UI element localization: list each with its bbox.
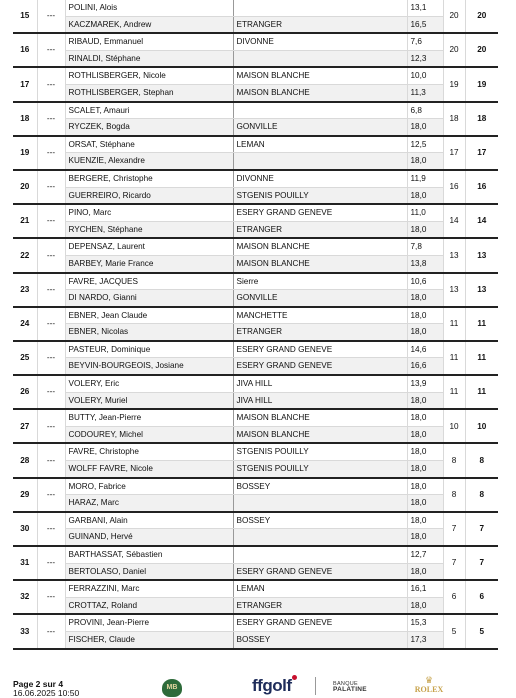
player-name: WOLFF FAVRE, Nicole — [65, 461, 233, 478]
handicap-value: 12,5 — [407, 136, 443, 153]
crown-icon: ♛ — [424, 675, 434, 685]
dash-cell: --- — [37, 0, 65, 33]
logo-divider — [315, 677, 316, 695]
team-row-first — [13, 580, 498, 597]
dash-cell: --- — [37, 375, 65, 409]
dash-cell: --- — [37, 409, 65, 443]
handicap-value: 18,0 — [407, 307, 443, 324]
handicap-value: 7,8 — [407, 238, 443, 255]
player-name: POLINI, Alois — [65, 0, 233, 16]
team-row-first — [13, 170, 498, 187]
total-points-cell: 20 — [465, 33, 498, 67]
points-cell: 8 — [443, 478, 465, 512]
player-name: VOLERY, Eric — [65, 375, 233, 392]
player-name: FAVRE, Christophe — [65, 443, 233, 460]
banque-palatine-logo — [333, 681, 367, 693]
club-name: GONVILLE — [233, 290, 407, 307]
player-name: BARBEY, Marie France — [65, 255, 233, 272]
player-name: CROTTAZ, Roland — [65, 597, 233, 614]
handicap-value: 18,0 — [407, 153, 443, 170]
handicap-value: 13,9 — [407, 375, 443, 392]
player-name: FAVRE, JACQUES — [65, 273, 233, 290]
club-name: MAISON BLANCHE — [233, 84, 407, 101]
points-cell: 20 — [443, 0, 465, 33]
club-name: ETRANGER — [233, 16, 407, 33]
club-name: MAISON BLANCHE — [233, 255, 407, 272]
rank-cell: 23 — [13, 273, 37, 307]
player-name: SCALET, Amauri — [65, 102, 233, 119]
handicap-value: 10,0 — [407, 67, 443, 84]
dash-cell: --- — [37, 580, 65, 614]
player-name: BUTTY, Jean-Pierre — [65, 409, 233, 426]
points-cell: 8 — [443, 443, 465, 477]
club-name: GONVILLE — [233, 119, 407, 136]
handicap-value: 12,3 — [407, 50, 443, 67]
team-row-first — [13, 512, 498, 529]
points-cell: 7 — [443, 512, 465, 546]
club-name — [233, 529, 407, 546]
team-row-first — [13, 614, 498, 631]
total-points-cell: 11 — [465, 341, 498, 375]
team-row-second — [13, 221, 498, 238]
ffgolf-dot-icon — [292, 675, 297, 680]
rank-cell: 20 — [13, 170, 37, 204]
club-name — [233, 153, 407, 170]
page-footer — [0, 672, 516, 698]
club-name: BOSSEY — [233, 512, 407, 529]
club-name: MANCHETTE — [233, 307, 407, 324]
player-name: KACZMAREK, Andrew — [65, 16, 233, 33]
rank-cell: 19 — [13, 136, 37, 170]
player-name: PROVINI, Jean-Pierre — [65, 614, 233, 631]
handicap-value: 12,7 — [407, 546, 443, 563]
handicap-value: 10,6 — [407, 273, 443, 290]
team-row-first — [13, 204, 498, 221]
points-cell: 11 — [443, 307, 465, 341]
dash-cell: --- — [37, 546, 65, 580]
player-name: FISCHER, Claude — [65, 631, 233, 648]
points-cell: 18 — [443, 102, 465, 136]
handicap-value: 13,8 — [407, 255, 443, 272]
points-cell: 5 — [443, 614, 465, 648]
handicap-value: 18,0 — [407, 119, 443, 136]
club-name: ESERY GRAND GENEVE — [233, 563, 407, 580]
points-cell: 14 — [443, 204, 465, 238]
print-datetime: 16.06.2025 10:50 — [13, 688, 80, 698]
rank-cell: 18 — [13, 102, 37, 136]
dash-cell: --- — [37, 443, 65, 477]
handicap-value: 17,3 — [407, 631, 443, 648]
team-row-first — [13, 0, 498, 16]
club-name: ESERY GRAND GENEVE — [233, 204, 407, 221]
total-points-cell: 20 — [465, 0, 498, 33]
player-name: BEYVIN-BOURGEOIS, Josiane — [65, 358, 233, 375]
ffgolf-logo-text: ffgolf — [252, 676, 292, 695]
team-row-second — [13, 119, 498, 136]
team-row-first — [13, 273, 498, 290]
handicap-value: 11,0 — [407, 204, 443, 221]
club-name: STGENIS POUILLY — [233, 443, 407, 460]
handicap-value: 16,5 — [407, 16, 443, 33]
dash-cell: --- — [37, 512, 65, 546]
club-name — [233, 50, 407, 67]
page-number: Page 2 sur 4 — [13, 679, 64, 689]
club-name: DIVONNE — [233, 33, 407, 50]
results-body — [13, 0, 498, 649]
points-cell: 11 — [443, 341, 465, 375]
total-points-cell: 13 — [465, 238, 498, 272]
player-name: RYCHEN, Stéphane — [65, 221, 233, 238]
total-points-cell: 11 — [465, 375, 498, 409]
team-row-first — [13, 478, 498, 495]
team-row-second — [13, 153, 498, 170]
player-name: RIBAUD, Emmanuel — [65, 33, 233, 50]
handicap-value: 15,3 — [407, 614, 443, 631]
club-name — [233, 102, 407, 119]
handicap-value: 18,0 — [407, 426, 443, 443]
club-name: ESERY GRAND GENEVE — [233, 358, 407, 375]
total-points-cell: 16 — [465, 170, 498, 204]
team-row-second — [13, 529, 498, 546]
rank-cell: 22 — [13, 238, 37, 272]
club-name — [233, 546, 407, 563]
handicap-value: 18,0 — [407, 221, 443, 238]
player-name: EBNER, Nicolas — [65, 324, 233, 341]
player-name: ORSAT, Stéphane — [65, 136, 233, 153]
club-name: JIVA HILL — [233, 392, 407, 409]
team-row-second — [13, 392, 498, 409]
rank-cell: 17 — [13, 67, 37, 101]
rank-cell: 28 — [13, 443, 37, 477]
team-row-first — [13, 375, 498, 392]
club-name: LEMAN — [233, 136, 407, 153]
total-points-cell: 8 — [465, 478, 498, 512]
maison-blanche-logo: MB — [162, 679, 182, 697]
rolex-logo — [414, 676, 444, 695]
club-name: STGENIS POUILLY — [233, 461, 407, 478]
team-row-second — [13, 358, 498, 375]
team-row-second — [13, 461, 498, 478]
rank-cell: 32 — [13, 580, 37, 614]
player-name: GUINAND, Hervé — [65, 529, 233, 546]
player-name: GUERREIRO, Ricardo — [65, 187, 233, 204]
dash-cell: --- — [37, 136, 65, 170]
banque-logo-line1: BANQUE — [333, 681, 359, 687]
club-name: BOSSEY — [233, 631, 407, 648]
ffgolf-logo — [252, 676, 291, 696]
player-name: FERRAZZINI, Marc — [65, 580, 233, 597]
club-name: ETRANGER — [233, 324, 407, 341]
page-info — [13, 680, 79, 698]
points-cell: 16 — [443, 170, 465, 204]
club-name: MAISON BLANCHE — [233, 67, 407, 84]
team-row-first — [13, 136, 498, 153]
handicap-value: 7,6 — [407, 33, 443, 50]
handicap-value: 11,3 — [407, 84, 443, 101]
team-row-second — [13, 84, 498, 101]
handicap-value: 18,0 — [407, 409, 443, 426]
rank-cell: 15 — [13, 0, 37, 33]
handicap-value: 14,6 — [407, 341, 443, 358]
handicap-value: 18,0 — [407, 443, 443, 460]
dash-cell: --- — [37, 102, 65, 136]
club-name: MAISON BLANCHE — [233, 426, 407, 443]
points-cell: 13 — [443, 273, 465, 307]
rank-cell: 26 — [13, 375, 37, 409]
team-row-second — [13, 187, 498, 204]
player-name: PASTEUR, Dominique — [65, 341, 233, 358]
handicap-value: 18,0 — [407, 478, 443, 495]
club-name: JIVA HILL — [233, 375, 407, 392]
club-name: ETRANGER — [233, 221, 407, 238]
banque-logo-line2: PALATINE — [333, 686, 367, 693]
team-row-first — [13, 33, 498, 50]
handicap-value: 16,6 — [407, 358, 443, 375]
player-name: BARTHASSAT, Sébastien — [65, 546, 233, 563]
team-row-first — [13, 307, 498, 324]
player-name: DI NARDO, Gianni — [65, 290, 233, 307]
team-row-second — [13, 324, 498, 341]
team-row-second — [13, 426, 498, 443]
points-cell: 6 — [443, 580, 465, 614]
team-row-first — [13, 546, 498, 563]
handicap-value: 13,1 — [407, 0, 443, 16]
points-cell: 7 — [443, 546, 465, 580]
handicap-value: 18,0 — [407, 290, 443, 307]
handicap-value: 18,0 — [407, 324, 443, 341]
club-name — [233, 0, 407, 16]
player-name: ROTHLISBERGER, Nicole — [65, 67, 233, 84]
total-points-cell: 13 — [465, 273, 498, 307]
handicap-value: 18,0 — [407, 512, 443, 529]
team-row-second — [13, 290, 498, 307]
club-name: MAISON BLANCHE — [233, 238, 407, 255]
team-row-first — [13, 409, 498, 426]
total-points-cell: 7 — [465, 546, 498, 580]
player-name: GARBANI, Alain — [65, 512, 233, 529]
dash-cell: --- — [37, 614, 65, 648]
club-name: ETRANGER — [233, 597, 407, 614]
club-name: Sierre — [233, 273, 407, 290]
total-points-cell: 17 — [465, 136, 498, 170]
team-row-second — [13, 16, 498, 33]
rolex-logo-text: ROLEX — [414, 685, 444, 694]
rank-cell: 31 — [13, 546, 37, 580]
total-points-cell: 5 — [465, 614, 498, 648]
rank-cell: 25 — [13, 341, 37, 375]
player-name: RINALDI, Stéphane — [65, 50, 233, 67]
team-row-second — [13, 631, 498, 648]
rank-cell: 27 — [13, 409, 37, 443]
club-name: DIVONNE — [233, 170, 407, 187]
team-row-first — [13, 443, 498, 460]
player-name: RYCZEK, Bogda — [65, 119, 233, 136]
rank-cell: 16 — [13, 33, 37, 67]
club-name: MAISON BLANCHE — [233, 409, 407, 426]
player-name: MORO, Fabrice — [65, 478, 233, 495]
player-name: EBNER, Jean Claude — [65, 307, 233, 324]
total-points-cell: 11 — [465, 307, 498, 341]
handicap-value: 16,1 — [407, 580, 443, 597]
points-cell: 11 — [443, 375, 465, 409]
club-name: ESERY GRAND GENEVE — [233, 341, 407, 358]
handicap-value: 18,0 — [407, 597, 443, 614]
team-row-first — [13, 67, 498, 84]
club-name: LEMAN — [233, 580, 407, 597]
team-row-second — [13, 255, 498, 272]
rank-cell: 29 — [13, 478, 37, 512]
dash-cell: --- — [37, 273, 65, 307]
player-name: BERTOLASO, Daniel — [65, 563, 233, 580]
club-name: BOSSEY — [233, 478, 407, 495]
club-name — [233, 495, 407, 512]
rank-cell: 33 — [13, 614, 37, 648]
team-row-first — [13, 238, 498, 255]
dash-cell: --- — [37, 170, 65, 204]
dash-cell: --- — [37, 33, 65, 67]
points-cell: 19 — [443, 67, 465, 101]
handicap-value: 11,9 — [407, 170, 443, 187]
club-name: STGENIS POUILLY — [233, 187, 407, 204]
points-cell: 10 — [443, 409, 465, 443]
points-cell: 13 — [443, 238, 465, 272]
total-points-cell: 10 — [465, 409, 498, 443]
team-row-first — [13, 341, 498, 358]
total-points-cell: 8 — [465, 443, 498, 477]
player-name: PINO, Marc — [65, 204, 233, 221]
team-row-second — [13, 50, 498, 67]
total-points-cell: 14 — [465, 204, 498, 238]
total-points-cell: 6 — [465, 580, 498, 614]
team-row-second — [13, 495, 498, 512]
dash-cell: --- — [37, 204, 65, 238]
dash-cell: --- — [37, 67, 65, 101]
handicap-value: 18,0 — [407, 495, 443, 512]
dash-cell: --- — [37, 341, 65, 375]
rank-cell: 24 — [13, 307, 37, 341]
handicap-value: 18,0 — [407, 461, 443, 478]
player-name: HARAZ, Marc — [65, 495, 233, 512]
player-name: DEPENSAZ, Laurent — [65, 238, 233, 255]
handicap-value: 18,0 — [407, 392, 443, 409]
player-name: ROTHLISBERGER, Stephan — [65, 84, 233, 101]
total-points-cell: 19 — [465, 67, 498, 101]
dash-cell: --- — [37, 307, 65, 341]
handicap-value: 18,0 — [407, 529, 443, 546]
player-name: CODOUREY, Michel — [65, 426, 233, 443]
team-row-first — [13, 102, 498, 119]
handicap-value: 18,0 — [407, 187, 443, 204]
player-name: BERGERE, Christophe — [65, 170, 233, 187]
player-name: KUENZIE, Alexandre — [65, 153, 233, 170]
club-name: ESERY GRAND GENEVE — [233, 614, 407, 631]
handicap-value: 18,0 — [407, 563, 443, 580]
handicap-value: 6,8 — [407, 102, 443, 119]
team-row-second — [13, 563, 498, 580]
dash-cell: --- — [37, 478, 65, 512]
dash-cell: --- — [37, 238, 65, 272]
results-table — [13, 0, 498, 650]
team-row-second — [13, 597, 498, 614]
total-points-cell: 7 — [465, 512, 498, 546]
points-cell: 20 — [443, 33, 465, 67]
player-name: VOLERY, Muriel — [65, 392, 233, 409]
points-cell: 17 — [443, 136, 465, 170]
rank-cell: 30 — [13, 512, 37, 546]
total-points-cell: 18 — [465, 102, 498, 136]
rank-cell: 21 — [13, 204, 37, 238]
